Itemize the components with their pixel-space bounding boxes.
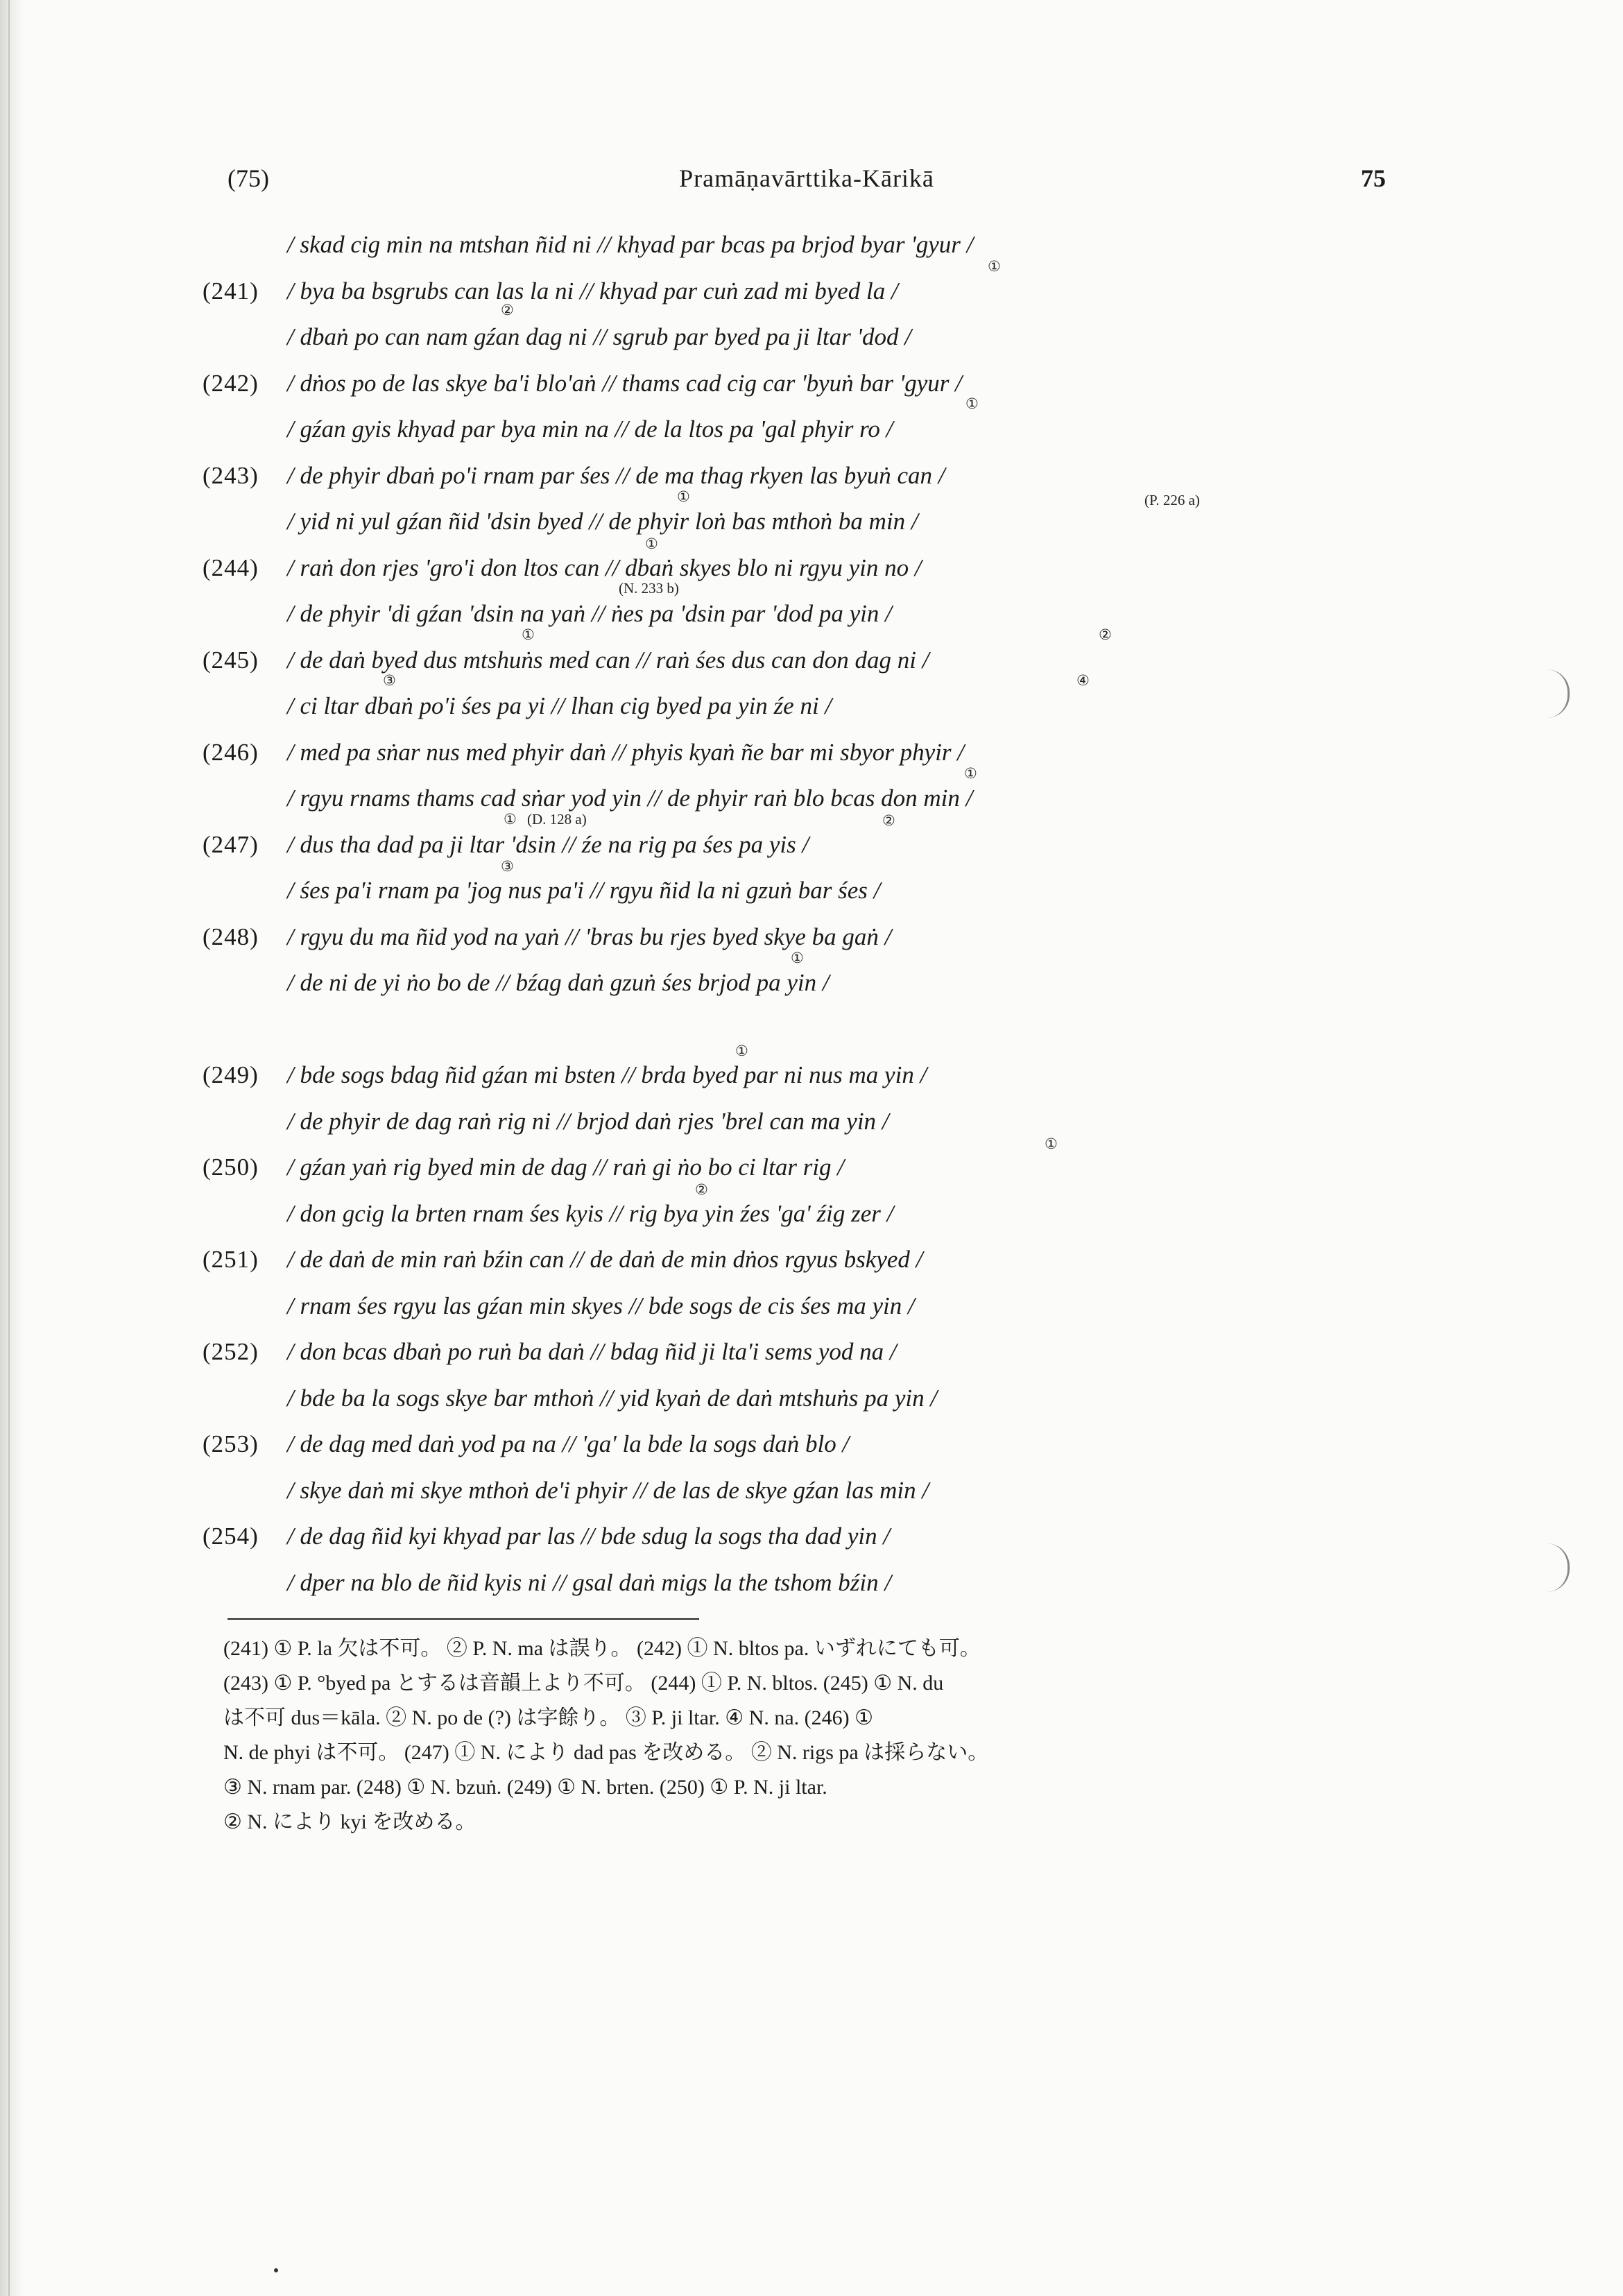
verse-text: / don gcig la brten rnam śes kyis // rig bya yin źes 'ga' źig zer / (287, 1199, 894, 1227)
section-gap (0, 1006, 1623, 1053)
verse-number: (249) (203, 1061, 259, 1088)
footnote-marker: ③ (383, 672, 396, 689)
footnote-marker: ② (1099, 626, 1112, 643)
verse-text: / de phyir dbaṅ po'i rnam par śes // de ma thag rkyen las byuṅ can / (287, 461, 945, 489)
verse-line (0, 1099, 1623, 1145)
verse-line (0, 1145, 1623, 1191)
verse-text: / ci ltar dbaṅ po'i śes pa yi // lhan cig byed pa yin źe ni / (287, 692, 832, 719)
verse-line (0, 1191, 1623, 1237)
verse-line (0, 776, 1623, 822)
verse-text: / skad cig min na mtshan ñid ni // khyad par bcas pa brjod byar 'gyur / (287, 231, 974, 258)
footnote-marker: ① (1045, 1136, 1058, 1152)
verse-text: / rgyu du ma ñid yod na yaṅ // 'bras bu rjes byed skye ba gaṅ / (287, 923, 892, 950)
verse-line (0, 406, 1623, 453)
verse-text: / dbaṅ po can nam gźan dag ni // sgrub par byed pa ji ltar 'dod / (287, 323, 911, 350)
verse-line (0, 1468, 1623, 1514)
verse-line (0, 960, 1623, 1006)
running-title: Pramāṇavārttika-Kārikā (679, 164, 934, 192)
verse-text: / rgyu rnams thams cad sṅar yod yin // de phyir raṅ blo bcas don min / (287, 785, 973, 812)
verse-text: / bya ba bsgrubs can las la ni // khyad par cuṅ zad mi byed la / (287, 277, 898, 305)
verse-number: (243) (203, 461, 259, 489)
verse-text: / de daṅ byed dus mtshuṅs med can // raṅ śes dus can don dag ni / (287, 646, 929, 674)
footnote-marker: ① (677, 488, 690, 505)
footnote-line: ② N. により kyi を改める。 (223, 1810, 476, 1833)
verse-line (0, 1052, 1623, 1099)
verse-text: / dper na blo de ñid kyis ni // gsal daṅ migs la the tshom bźin / (287, 1568, 892, 1596)
footnote-marker: ① (964, 765, 977, 782)
footnote-marker: ① (522, 626, 535, 643)
verse-body (0, 222, 1623, 1606)
verse-line (0, 591, 1623, 637)
verse-line (0, 730, 1623, 776)
footnote-rule (227, 1618, 699, 1620)
verse-line (0, 453, 1623, 499)
footnote-line: N. de phyi は不可。 (247) ① N. により dad pas を改める。 ② N. rigs pa は採らない。 (223, 1741, 989, 1764)
verse-number: (244) (203, 554, 259, 581)
verse-line (0, 361, 1623, 407)
verse-text: / de dag ñid kyi khyad par las // bde sdug la sogs tha dad yin / (287, 1523, 891, 1550)
footnotes (223, 1631, 1402, 1840)
verse-number: (254) (203, 1523, 259, 1550)
verse-number: (248) (203, 923, 259, 950)
page-number-left: (75) (227, 164, 269, 192)
verse-text: / skye daṅ mi skye mthoṅ de'i phyir // de las de skye gźan las min / (287, 1476, 929, 1504)
verse-text: / de daṅ de min raṅ bźin can // de daṅ de min dṅos rgyus bskyed / (287, 1246, 923, 1273)
verse-number: (250) (203, 1154, 259, 1181)
verse-text: / dus tha dad pa ji ltar 'dsin // źe na rig pa śes pa yis / (287, 830, 809, 858)
verse-number: (252) (203, 1338, 259, 1365)
verse-number: (242) (203, 369, 259, 397)
verse-text: / bde ba la sogs skye bar mthoṅ // yid kyaṅ de daṅ mtshuṅs pa yin / (287, 1384, 938, 1412)
footnote-marker: ② (882, 812, 895, 829)
verse-line (0, 268, 1623, 315)
verse-number: (246) (203, 738, 259, 766)
verse-text: / de dag med daṅ yod pa na // 'ga' la bde la sogs daṅ blo / (287, 1430, 850, 1457)
footnote-marker: ① (791, 950, 804, 966)
footnote-line: (243) ① P. °byed pa とするは音韻上より不可。 (244) ① P. N. bltos. (245) ① N. du (223, 1672, 944, 1695)
verse-text: / dṅos po de las skye ba'i blo'aṅ // thams cad cig car 'byuṅ bar 'gyur / (287, 369, 962, 397)
verse-text: / śes pa'i rnam pa 'jog nus pa'i // rgyu ñid la ni gzuṅ bar śes / (287, 877, 881, 904)
verse-line (0, 683, 1623, 730)
verse-text: / gźan yaṅ rig byed min de dag // raṅ gi ṅo bo ci ltar rig / (287, 1154, 845, 1181)
footnote-line: (241) ① P. la 欠は不可。 ② P. N. ma は誤り。 (242) ① N. bltos pa. いずれにても可。 (223, 1637, 981, 1660)
footnote-marker: ① (735, 1043, 748, 1059)
verse-line (0, 1283, 1623, 1330)
footnote-marker: ② (501, 302, 514, 318)
footnote-marker: ① (965, 395, 979, 412)
footnote-marker: ③ (501, 858, 514, 875)
verse-line (0, 1514, 1623, 1560)
verse-text: / de phyir 'di gźan 'dsin na yaṅ // ṅes pa 'dsin par 'dod pa yin / (287, 600, 892, 627)
footnote-marker: ② (695, 1181, 708, 1198)
page-reference: (D. 128 a) (527, 811, 587, 828)
page-reference: (P. 226 a) (1144, 492, 1200, 508)
page-header (227, 164, 1386, 205)
verse-text: / raṅ don rjes 'gro'i don ltos can // dbaṅ skyes blo ni rgyu yin no / (287, 554, 922, 581)
verse-line (0, 868, 1623, 914)
verse-line (0, 1376, 1623, 1422)
verse-text: / rnam śes rgyu las gźan min skyes // bde sogs de cis śes ma yin / (287, 1292, 915, 1319)
footnote-line: ③ N. rnam par. (248) ① N. bzuṅ. (249) ① N. brten. (250) ① P. N. ji ltar. (223, 1776, 827, 1799)
footnote-line: は不可 dus＝kāla. ② N. po de (?) は字餘り。 ③ P. ji ltar. ④ N. na. (246) ① (223, 1706, 874, 1729)
verse-text: / gźan gyis khyad par bya min na // de la ltos pa 'gal phyir ro / (287, 415, 893, 443)
verse-line (0, 637, 1623, 684)
verse-line (0, 1560, 1623, 1607)
footnote-marker: ④ (1076, 672, 1090, 689)
footnote-marker: ① (504, 811, 517, 828)
verse-number: (247) (203, 830, 259, 858)
verse-text: / med pa sṅar nus med phyir daṅ // phyis kyaṅ ñe bar mi sbyor phyir / (287, 738, 965, 766)
speck (274, 2268, 278, 2272)
page-reference: (N. 233 b) (619, 580, 679, 597)
verse-line (0, 499, 1623, 545)
verse-number: (251) (203, 1246, 259, 1273)
verse-line (0, 1421, 1623, 1468)
verse-line (0, 222, 1623, 268)
verse-line (0, 822, 1623, 868)
verse-line (0, 545, 1623, 592)
verse-text: / don bcas dbaṅ po ruṅ ba daṅ // bdag ñid ji lta'i sems yod na / (287, 1338, 897, 1365)
verse-text: / de ni de yi ṅo bo de // bźag daṅ gzuṅ śes brjod pa yin / (287, 969, 830, 996)
verse-number: (245) (203, 646, 259, 674)
verse-number: (241) (203, 277, 259, 305)
page-number-right: 75 (1361, 164, 1386, 192)
verse-line (0, 1329, 1623, 1376)
verse-number: (253) (203, 1430, 259, 1457)
verse-line (0, 314, 1623, 361)
footnote-marker: ① (988, 258, 1001, 275)
verse-text: / yid ni yul gźan ñid 'dsin byed // de phyir loṅ bas mthoṅ ba min / (287, 508, 918, 535)
verse-line (0, 914, 1623, 961)
verse-line (0, 1237, 1623, 1283)
verse-text: / de phyir de dag raṅ rig ni // brjod daṅ rjes 'brel can ma yin / (287, 1107, 889, 1135)
footnote-marker: ① (645, 536, 658, 552)
verse-text: / bde sogs bdag ñid gźan mi bsten // brda byed par ni nus ma yin / (287, 1061, 927, 1088)
